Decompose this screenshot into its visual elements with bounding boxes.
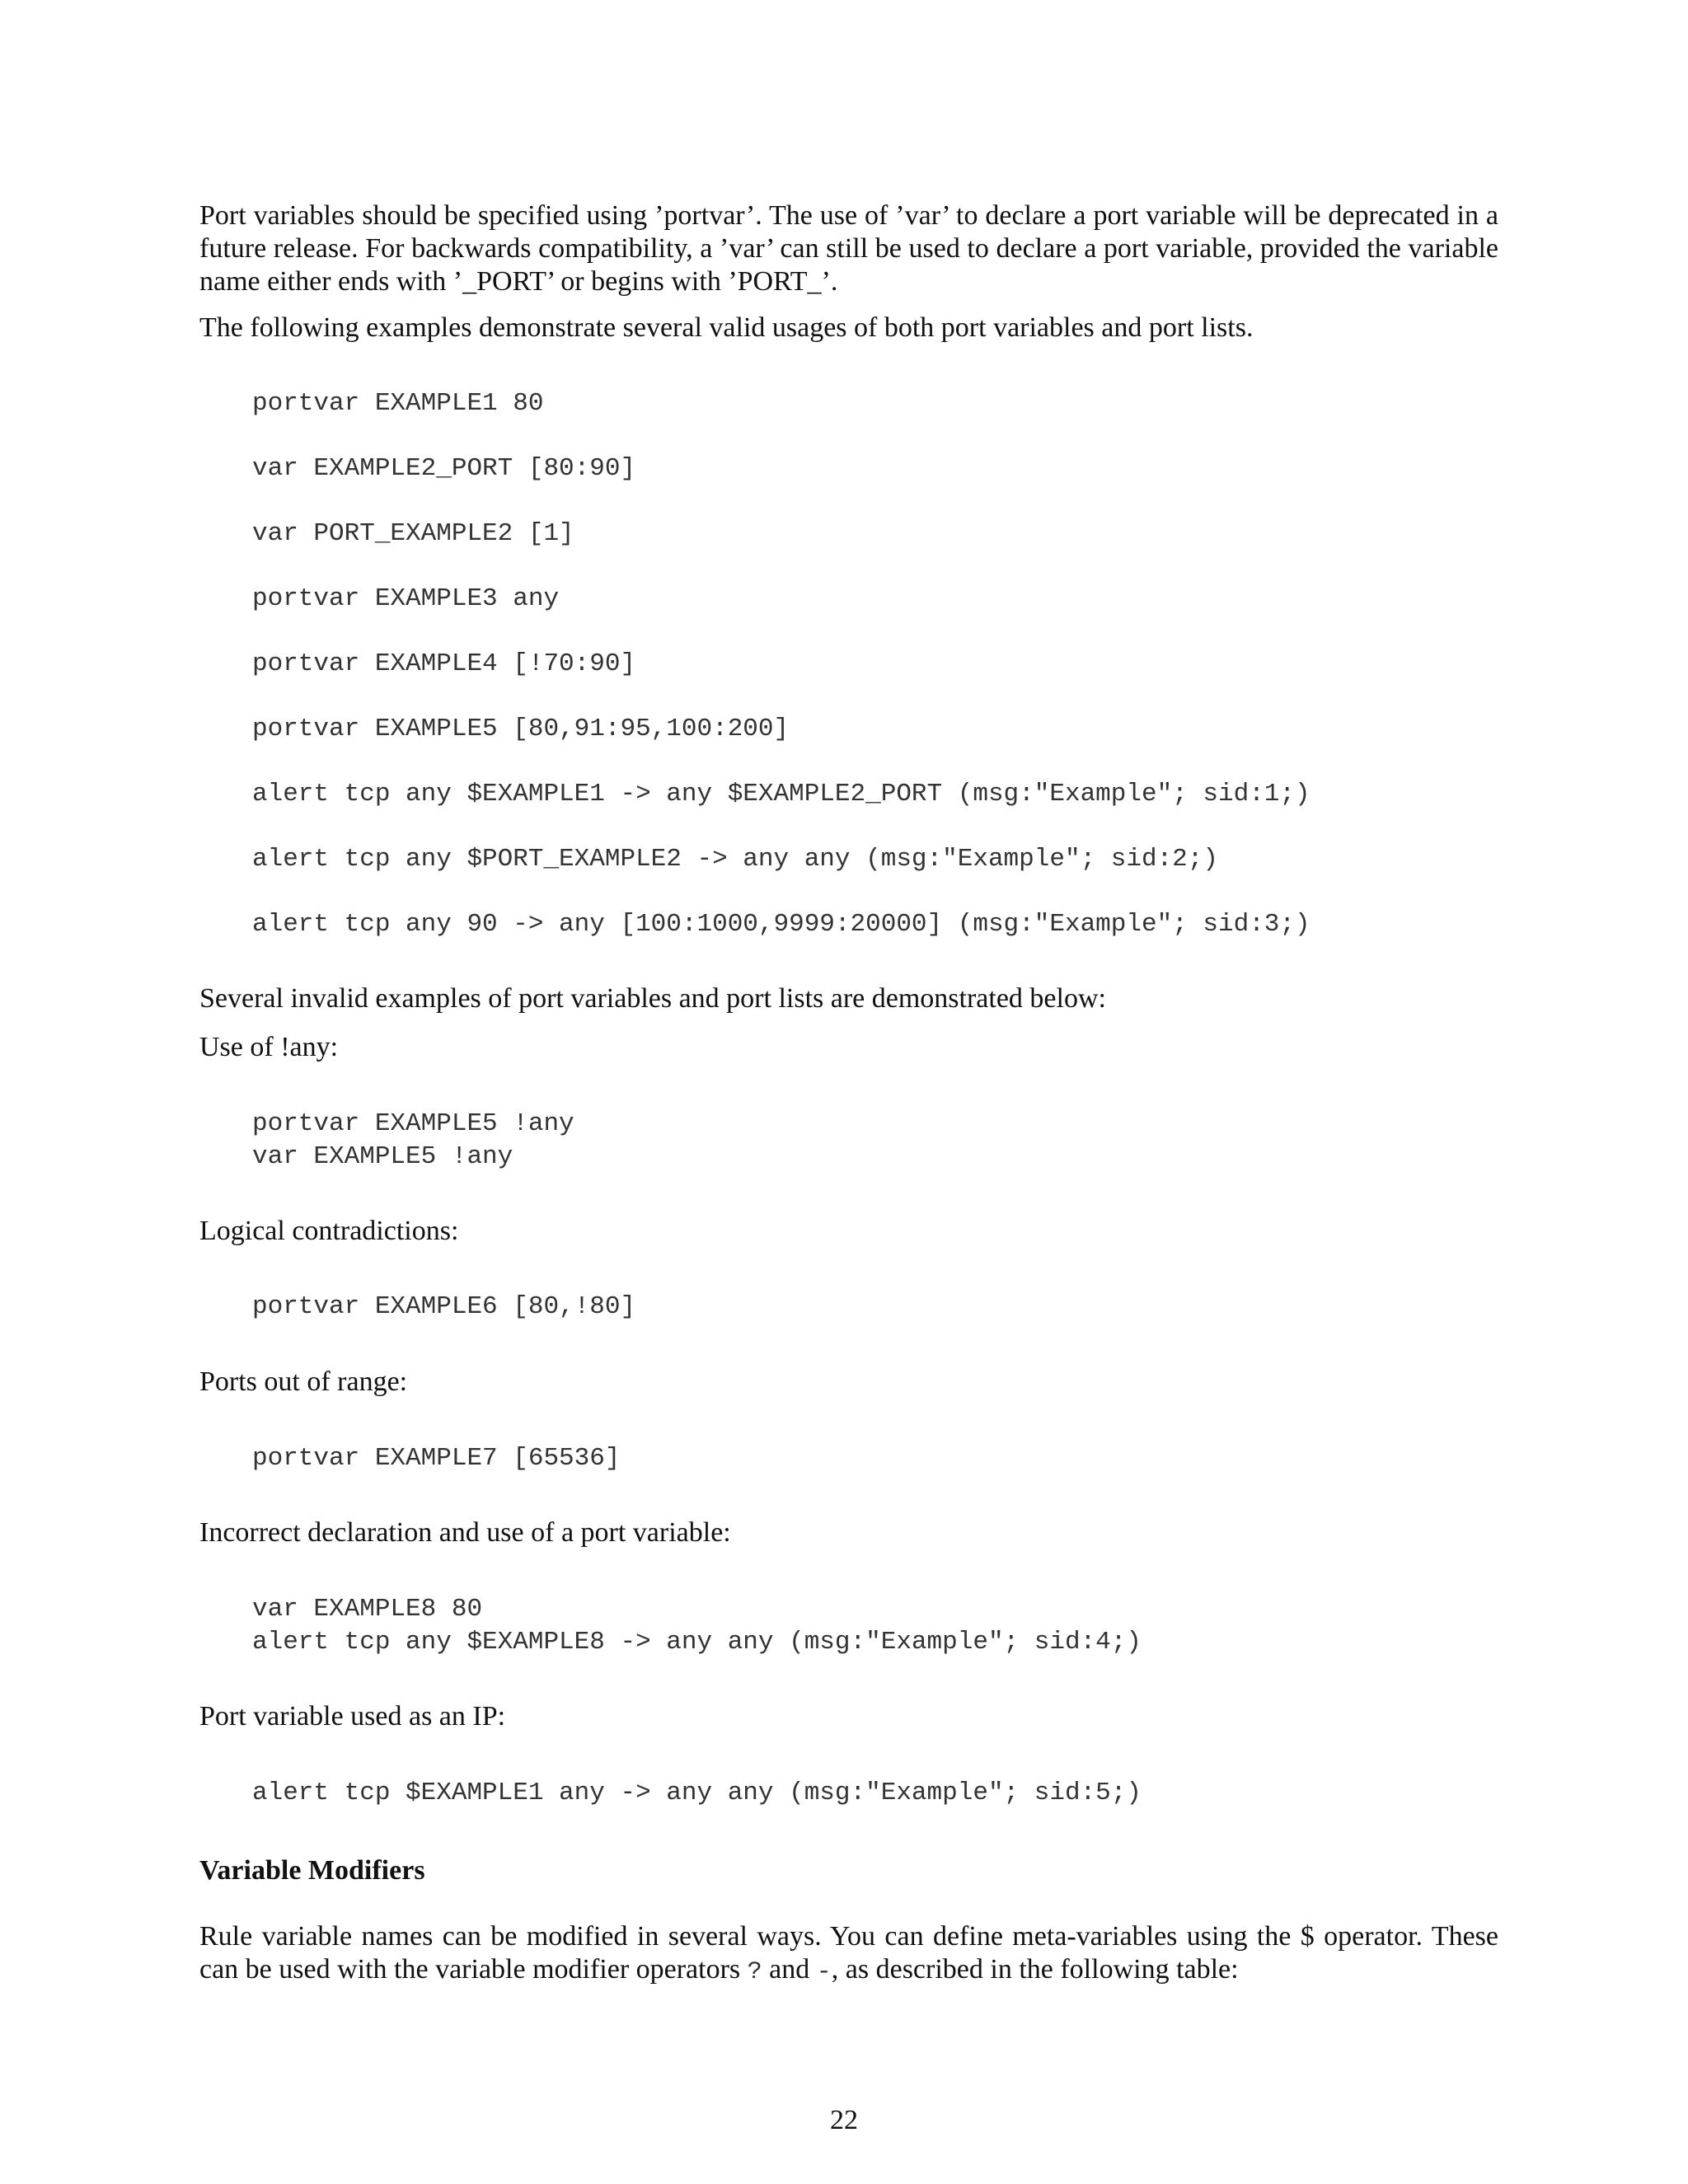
intro-paragraph [199, 199, 1498, 298]
code-line: alert tcp any $EXAMPLE8 -> any any (msg:"Example"; sid:4;) [252, 1628, 1142, 1657]
intro-line: future release. For backwards compatibility, a ’var’ can still be used to declare a port variable, provided the variable [199, 233, 1498, 264]
code-line: alert tcp any 90 -> any [100:1000,9999:20000] (msg:"Example"; sid:3;) [252, 910, 1311, 939]
code-line: portvar EXAMPLE5 !any [252, 1109, 574, 1138]
intro-line: name either ends with ’_PORT’ or begins with ’PORT_’. [199, 266, 838, 297]
code-line: alert tcp any $EXAMPLE1 -> any $EXAMPLE2_PORT (msg:"Example"; sid:1;) [252, 780, 1311, 808]
code-line: portvar EXAMPLE3 any [252, 584, 560, 613]
code-line: portvar EXAMPLE1 80 [252, 389, 544, 418]
section-heading: Variable Modifiers [199, 1855, 425, 1886]
incorrect-decl-label: Incorrect declaration and use of a port variable: [199, 1517, 731, 1548]
modifiers-paragraph [199, 1920, 1498, 1989]
modifiers-text: Rule variable names can be modified in several ways. You can define meta-variables using the $ operator. These can be used with the variable modifier operators [199, 1921, 1498, 1985]
modifiers-text: and [762, 1954, 817, 1985]
code-line: portvar EXAMPLE7 [65536] [252, 1444, 621, 1473]
invalid-any-label: Use of !any: [199, 1032, 339, 1062]
code-line: var EXAMPLE2_PORT [80:90] [252, 454, 636, 483]
code-line: portvar EXAMPLE4 [!70:90] [252, 649, 636, 678]
as-ip-label: Port variable used as an IP: [199, 1701, 506, 1732]
operator-question: ? [747, 1958, 762, 1986]
invalid-intro: Several invalid examples of port variables and port lists are demonstrated below: [199, 983, 1106, 1014]
code-line: alert tcp any $PORT_EXAMPLE2 -> any any (msg:"Example"; sid:2;) [252, 845, 1218, 874]
code-line: alert tcp $EXAMPLE1 any -> any any (msg:"Example"; sid:5;) [252, 1779, 1142, 1807]
operator-dash: - [816, 1958, 832, 1986]
modifiers-text: , as described in the following table: [831, 1954, 1239, 1985]
code-line: var PORT_EXAMPLE2 [1] [252, 519, 574, 548]
page-number: 22 [830, 2105, 858, 2135]
intro-line: Port variables should be specified using ’portvar’. The use of ’var’ to declare a port variable will be deprecated in a [199, 200, 1498, 231]
contradictions-label: Logical contradictions: [199, 1216, 459, 1246]
examples-intro: The following examples demonstrate several valid usages of both port variables and port lists. [199, 312, 1254, 343]
code-line: var EXAMPLE8 80 [252, 1595, 483, 1624]
code-line: portvar EXAMPLE6 [80,!80] [252, 1292, 636, 1321]
code-line: var EXAMPLE5 !any [252, 1142, 513, 1171]
code-line: portvar EXAMPLE5 [80,91:95,100:200] [252, 715, 790, 743]
out-of-range-label: Ports out of range: [199, 1366, 408, 1397]
